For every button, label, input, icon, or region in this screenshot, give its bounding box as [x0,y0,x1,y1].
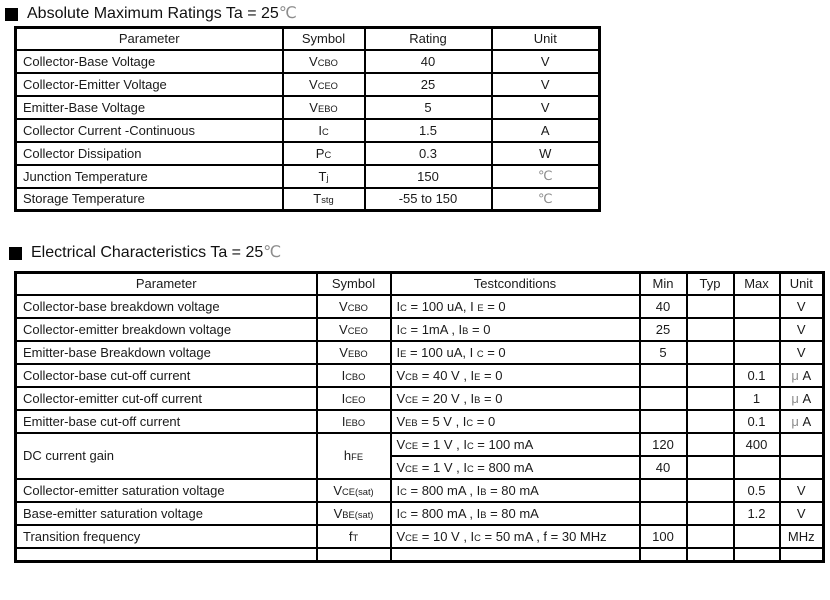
rating-cell: 5 [365,96,492,119]
symbol-cell: VCEO [283,73,365,96]
rating-cell: 150 [365,165,492,188]
typ-cell [687,410,734,433]
empty-cell [687,548,734,562]
parameter-cell: Collector-base breakdown voltage [16,295,317,318]
typ-cell [687,502,734,525]
parameter-cell: Transition frequency [16,525,317,548]
column-header-unit: Unit [492,28,600,50]
typ-cell [687,387,734,410]
abs-max-table-row [16,50,600,73]
conditions-cell: IC = 100 uA, I E = 0 [391,295,640,318]
typ-cell [687,433,734,456]
unit-cell: ℃ [492,188,600,211]
symbol-cell: VEBO [283,96,365,119]
parameter-cell: Base-emitter saturation voltage [16,502,317,525]
unit-cell: A [492,119,600,142]
min-cell: 40 [640,456,687,479]
max-cell: 0.1 [734,410,780,433]
max-cell: 1.2 [734,502,780,525]
elec-char-table-row [16,479,824,502]
abs-max-table-row [16,96,600,119]
conditions-cell: IC = 1mA , IB = 0 [391,318,640,341]
empty-cell [16,548,317,562]
parameter-cell: Collector-emitter cut-off current [16,387,317,410]
unit-cell: V [492,73,600,96]
max-cell [734,295,780,318]
unit-cell: V [780,502,824,525]
elec-char-table-row [16,525,824,548]
typ-cell [687,479,734,502]
unit-cell: V [780,318,824,341]
elec-char-table-row [16,295,824,318]
section-title [5,4,830,24]
symbol-cell: Tj [283,165,365,188]
conditions-cell: VEB = 5 V , IC = 0 [391,410,640,433]
rating-cell: 0.3 [365,142,492,165]
unit-cell: V [780,295,824,318]
typ-cell [687,364,734,387]
parameter-cell: Collector Current -Continuous [16,119,283,142]
column-header-parameter: Parameter [16,28,283,50]
unit-cell: V [492,96,600,119]
abs-max-header-row [16,28,600,50]
symbol-cell: VEBO [317,341,391,364]
unit-cell [780,433,824,456]
max-cell: 0.5 [734,479,780,502]
min-cell: 100 [640,525,687,548]
parameter-cell: Collector-emitter saturation voltage [16,479,317,502]
elec-char-table [14,271,825,563]
min-cell: 120 [640,433,687,456]
typ-cell [687,525,734,548]
absolute-maximum-ratings-section [4,4,830,212]
unit-cell: W [492,142,600,165]
unit-cell: V [780,341,824,364]
empty-cell [780,548,824,562]
parameter-cell: Emitter-Base Voltage [16,96,283,119]
max-cell: 0.1 [734,364,780,387]
min-cell [640,502,687,525]
conditions-cell: VCE = 20 V , IB = 0 [391,387,640,410]
column-header-symbol: Symbol [317,273,391,295]
conditions-cell: VCE = 1 V , IC = 100 mA [391,433,640,456]
parameter-cell: Emitter-base Breakdown voltage [16,341,317,364]
min-cell: 5 [640,341,687,364]
typ-cell [687,456,734,479]
unit-cell: ℃ [492,165,600,188]
max-cell: 1 [734,387,780,410]
column-header-parameter: Parameter [16,273,317,295]
rating-cell: 40 [365,50,492,73]
conditions-cell: VCE = 1 V , IC = 800 mA [391,456,640,479]
unit-cell: V [492,50,600,73]
column-header-min: Min [640,273,687,295]
column-header-max: Max [734,273,780,295]
conditions-cell: IE = 100 uA, I C = 0 [391,341,640,364]
unit-cell: μ A [780,364,824,387]
parameter-cell: Collector-Emitter Voltage [16,73,283,96]
parameter-cell: DC current gain [16,433,317,479]
elec-char-table-row [16,387,824,410]
abs-max-table-row [16,73,600,96]
elec-char-header-row [16,273,824,295]
elec-char-table-row [16,318,824,341]
column-header-unit: Unit [780,273,824,295]
abs-max-table-row [16,188,600,211]
section-marker-icon [5,8,18,21]
unit-cell: μ A [780,410,824,433]
symbol-cell: Tstg [283,188,365,211]
symbol-cell: VCE(sat) [317,479,391,502]
rating-cell: 1.5 [365,119,492,142]
max-cell: 400 [734,433,780,456]
empty-cell [317,548,391,562]
conditions-cell: VCB = 40 V , IE = 0 [391,364,640,387]
unit-cell: V [780,479,824,502]
parameter-cell: Junction Temperature [16,165,283,188]
elec-char-table-row [16,364,824,387]
rating-cell: 25 [365,73,492,96]
rating-cell: -55 to 150 [365,188,492,211]
symbol-cell: ICEO [317,387,391,410]
max-cell [734,318,780,341]
abs-max-title-text: Absolute Maximum Ratings Ta = 25℃ [27,5,297,22]
elec-char-table-row [16,341,824,364]
typ-cell [687,341,734,364]
parameter-cell: Storage Temperature [16,188,283,211]
column-header-symbol: Symbol [283,28,365,50]
max-cell [734,525,780,548]
parameter-cell: Collector Dissipation [16,142,283,165]
electrical-characteristics-section [4,243,830,563]
parameter-cell: Emitter-base cut-off current [16,410,317,433]
empty-cell [640,548,687,562]
min-cell [640,387,687,410]
section-marker-icon [9,247,22,260]
conditions-cell: VCE = 10 V , IC = 50 mA , f = 30 MHz [391,525,640,548]
symbol-cell: PC [283,142,365,165]
section-title [9,243,830,263]
abs-max-table-row [16,142,600,165]
column-header-typ: Typ [687,273,734,295]
symbol-cell: IC [283,119,365,142]
min-cell: 25 [640,318,687,341]
parameter-cell: Collector-base cut-off current [16,364,317,387]
typ-cell [687,295,734,318]
empty-cell [391,548,640,562]
unit-cell: μ A [780,387,824,410]
unit-cell [780,456,824,479]
symbol-cell: VCEO [317,318,391,341]
min-cell [640,479,687,502]
max-cell [734,456,780,479]
conditions-cell: IC = 800 mA , IB = 80 mA [391,502,640,525]
symbol-cell: VCBO [283,50,365,73]
parameter-cell: Collector-Base Voltage [16,50,283,73]
conditions-cell: IC = 800 mA , IB = 80 mA [391,479,640,502]
abs-max-table [14,26,601,212]
max-cell [734,341,780,364]
symbol-cell: IEBO [317,410,391,433]
min-cell: 40 [640,295,687,318]
elec-char-table-row [16,433,824,456]
unit-cell: MHz [780,525,824,548]
elec-char-table-row [16,410,824,433]
abs-max-table-row [16,119,600,142]
typ-cell [687,318,734,341]
column-header-rating: Rating [365,28,492,50]
elec-char-title-text: Electrical Characteristics Ta = 25℃ [31,244,282,261]
elec-char-table-row-partial [16,548,824,562]
parameter-cell: Collector-emitter breakdown voltage [16,318,317,341]
elec-char-table-row [16,502,824,525]
symbol-cell: VBE(sat) [317,502,391,525]
symbol-cell: fT [317,525,391,548]
symbol-cell: hFE [317,433,391,479]
symbol-cell: VCBO [317,295,391,318]
symbol-cell: ICBO [317,364,391,387]
min-cell [640,364,687,387]
column-header-testconditions: Testconditions [391,273,640,295]
min-cell [640,410,687,433]
abs-max-table-row [16,165,600,188]
empty-cell [734,548,780,562]
